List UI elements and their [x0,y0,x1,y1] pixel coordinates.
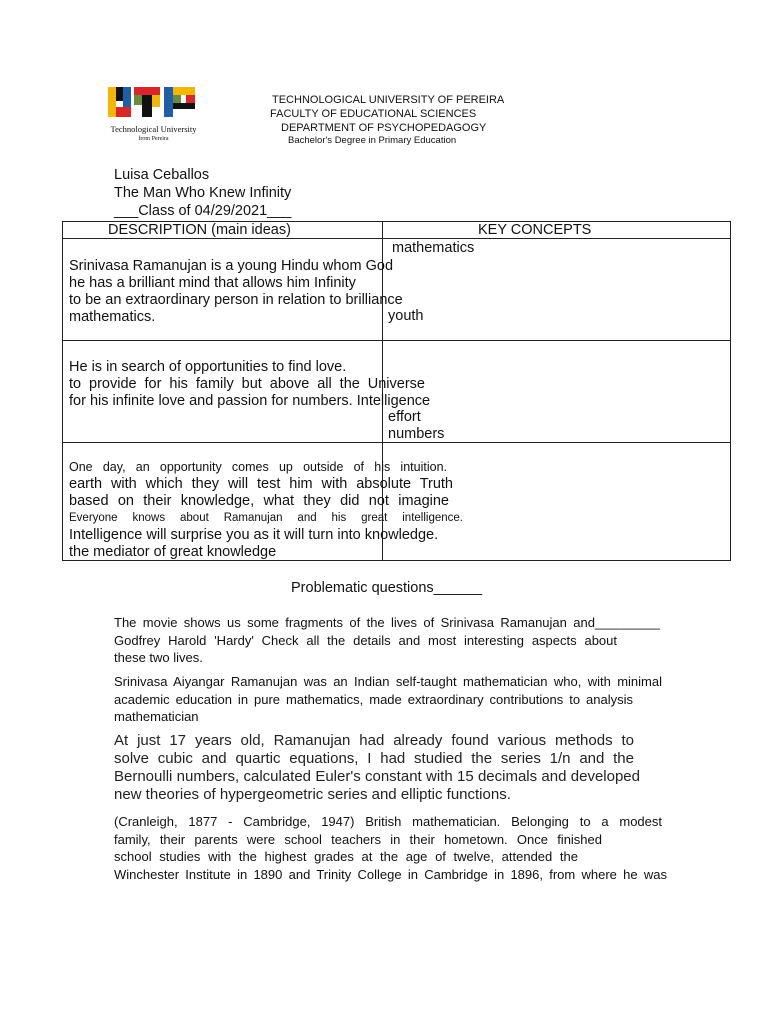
key-concept: numbers [388,426,445,442]
paragraph-line: family, their parents were school teachers in their hometown. Once finished [114,831,602,847]
paragraph-line: Bernoulli numbers, calculated Euler's constant with 15 decimals and developed [114,768,640,785]
key-concept: youth [388,308,424,324]
key-concept: mathematics [392,240,475,256]
paragraph-line: (Cranleigh, 1877 - Cambridge, 1947) British mathematician. Belonging to a modest [114,814,662,829]
column-header-key-concepts: KEY CONCEPTS [478,222,592,238]
description-line: mathematics. [69,309,156,325]
description-line: One day, an opportunity comes up outside of his intuition. [69,460,447,474]
paragraph-4 [114,813,667,883]
paragraph-line: new theories of hypergeometric series and elliptic functions. [114,786,511,803]
paragraph-line: school studies with the highest grades at the age of twelve, attended the [114,849,578,864]
paragraph-line: academic education in pure mathematics, made extraordinary contributions to analysis [114,691,633,707]
logo-line-1: Technological University [110,124,197,134]
logo-line-2: from Pereira [138,136,169,142]
author-name: Luisa Ceballos [114,167,210,183]
paragraph-line: The movie shows us some fragments of the lives of Srinivasa Ramanujan and_________ [114,615,660,630]
table-row-divider-1 [62,340,731,341]
paragraph-line: Godfrey Harold 'Hardy' Check all the details and most interesting aspects about [114,632,617,648]
description-line: he has a brilliant mind that allows him Infinity [69,275,356,291]
description-line: for his infinite love and passion for numbers. Intelligence [69,393,431,409]
paragraph-line: solve cubic and quartic equations, I had studied the series 1/n and the [114,750,634,767]
description-line: Intelligence will surprise you as it will turn into knowledge. [69,527,439,543]
key-concept: effort [388,409,421,425]
section-title: Problematic questions______ [291,580,483,596]
paragraph-line: these two lives. [114,650,203,665]
row-2-description [69,359,431,410]
description-line: earth with which they will test him with absolute Truth [69,476,453,492]
description-line: Srinivasa Ramanujan is a young Hindu whom God [69,258,394,274]
description-line: Everyone knows about Ramanujan and his great intelligence. [69,512,463,524]
table-row-divider-2 [62,442,731,443]
paragraph-2 [114,673,662,726]
document-title: The Man Who Knew Infinity [114,185,292,201]
description-line: to provide for his family but above all the Universe [69,376,425,392]
class-date: ___Class of 04/29/2021___ [114,203,292,219]
description-line: to be an extraordinary person in relation to brilliance [69,292,403,308]
description-line: the mediator of great knowledge [69,544,277,560]
paragraph-line: mathematician [114,709,199,724]
description-line: He is in search of opportunities to find love. [69,359,347,375]
row-1-description [69,258,409,326]
row-3-description [69,459,463,561]
header-department: DEPARTMENT OF PSYCHOPEDAGOGY [281,122,487,134]
header-faculty: FACULTY OF EDUCATIONAL SCIENCES [270,108,477,120]
paragraph-3 [114,732,640,804]
paragraph-1 [114,614,660,667]
logo-caption [107,124,200,144]
paragraph-line: Srinivasa Aiyangar Ramanujan was an Indian self-taught mathematician who, with minimal [114,674,662,689]
column-header-description: DESCRIPTION (main ideas) [108,222,291,238]
table-header-divider [62,238,731,239]
paragraph-line: Winchester Institute in 1890 and Trinity College in Cambridge in 1896, from where he was [114,866,667,882]
description-line: based on their knowledge, what they did not imagine [69,493,449,509]
header-university: TECHNOLOGICAL UNIVERSITY OF PEREIRA [272,94,505,106]
paragraph-line: At just 17 years old, Ramanujan had already found various methods to [114,732,634,749]
header-degree: Bachelor's Degree in Primary Education [288,135,457,146]
